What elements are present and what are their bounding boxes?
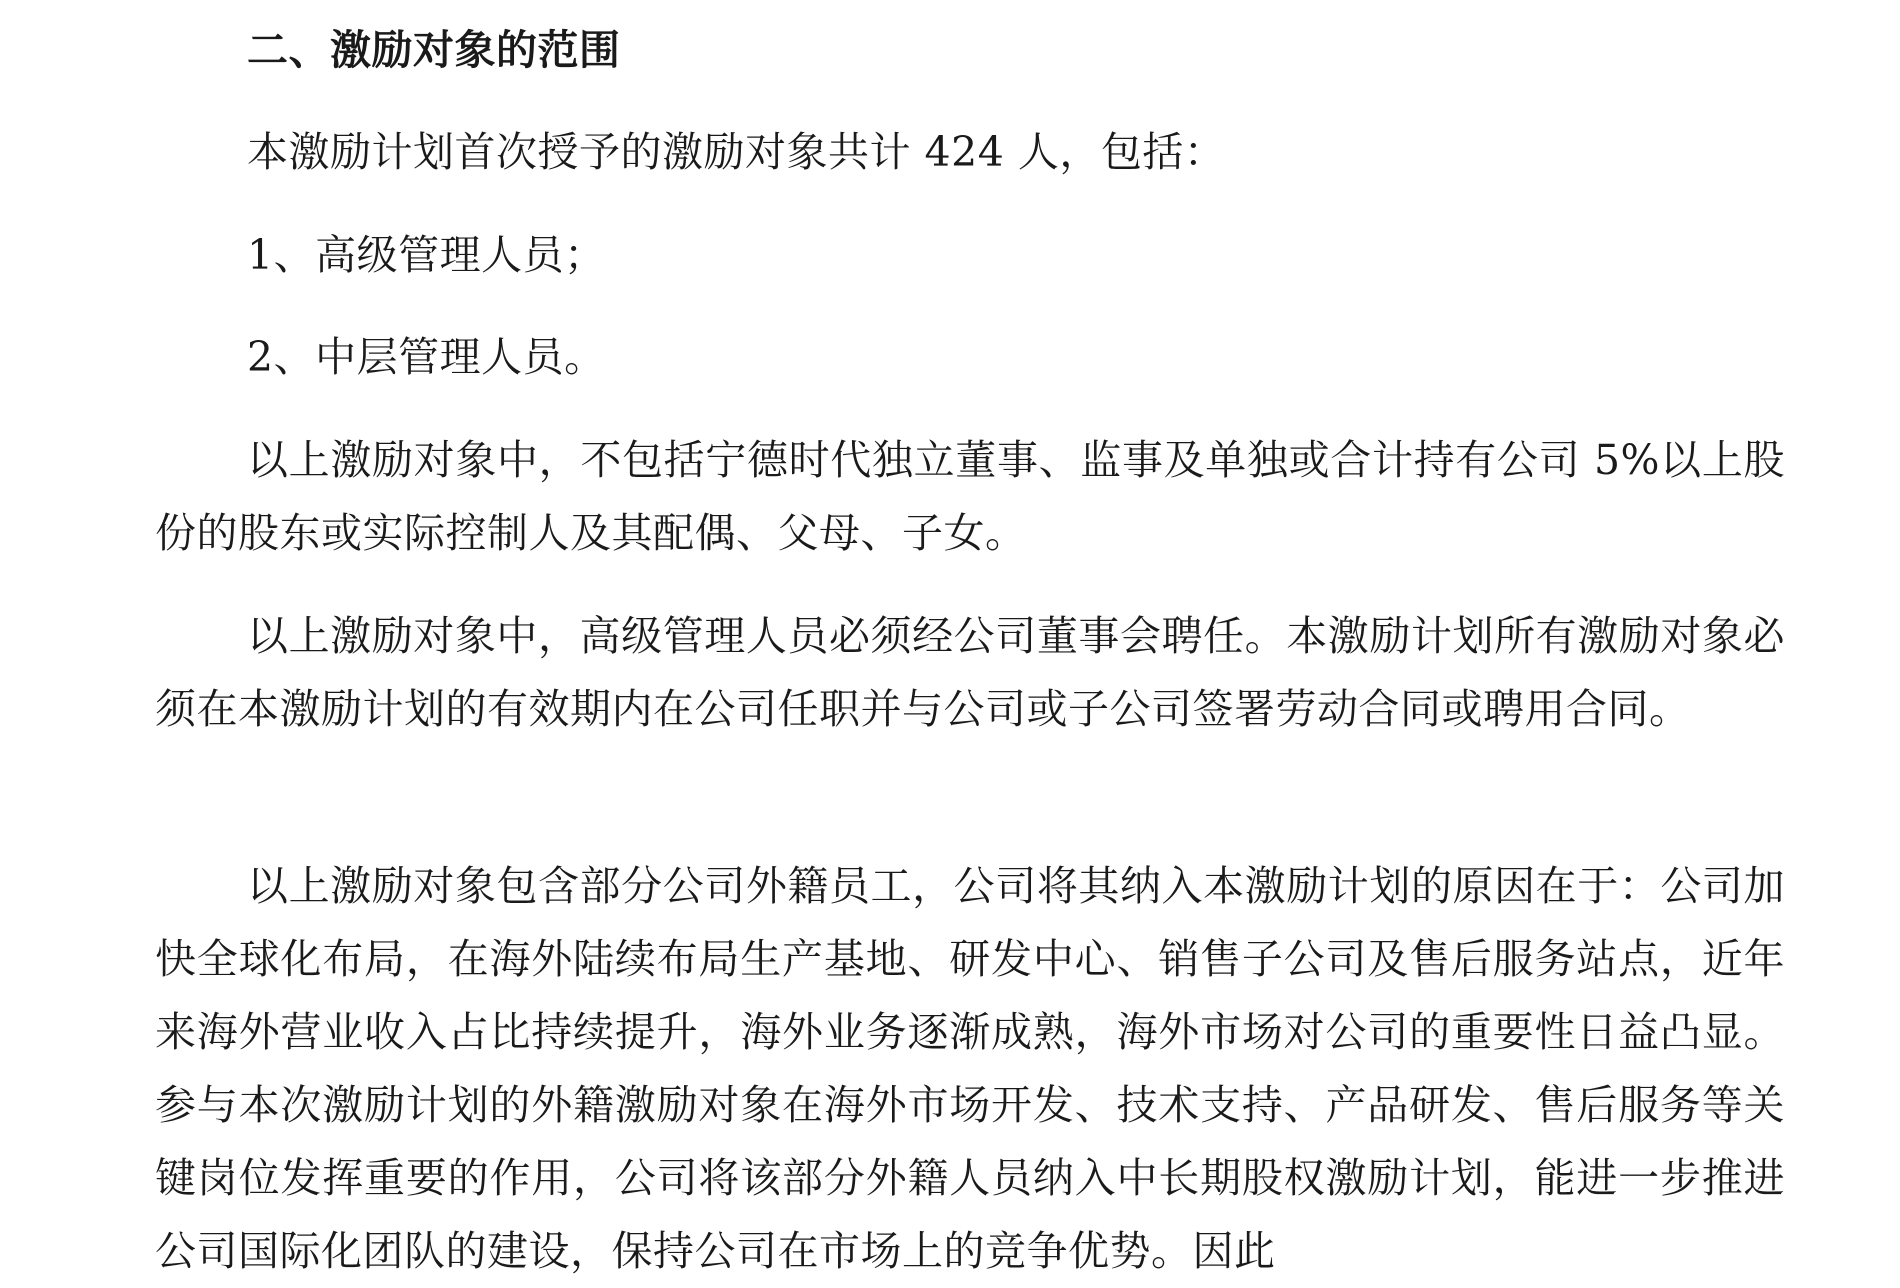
section-heading: 二、激励对象的范围 bbox=[247, 26, 621, 74]
exclusion-paragraph: 以上激励对象中，不包括宁德时代独立董事、监事及单独或合计持有公司 5%以上股份的股东或实际控制人及其配偶、父母、子女。 bbox=[155, 436, 1785, 557]
intro-paragraph: 本激励计划首次授予的激励对象共计 424 人，包括： bbox=[247, 128, 1226, 176]
list-item-middle-management: 2、中层管理人员。 bbox=[247, 333, 606, 381]
foreign-employees-paragraph: 以上激励对象包含部分公司外籍员工，公司将其纳入本激励计划的原因在于：公司加快全球化布局，在海外陆续布局生产基地、研发中心、销售子公司及售后服务站点，近年来海外营业收入占比持续提升，海外业务逐渐成熟，海外市场对公司的重要性日益凸显。参与本次激励计划的外籍激励对象在海外市场开发、技术支持、产品研发、售后服务等关键岗位发挥重要的作用，公司将该部分外籍人员纳入中长期股权激励计划，能进一步推进公司国际化团队的建设，保持公司在市场上的竞争优势。因此 bbox=[155, 862, 1785, 1275]
list-item-senior-management: 1、高级管理人员； bbox=[247, 231, 606, 279]
appointment-paragraph: 以上激励对象中，高级管理人员必须经公司董事会聘任。本激励计划所有激励对象必须在本激励计划的有效期内在公司任职并与公司或子公司签署劳动合同或聘用合同。 bbox=[155, 612, 1785, 733]
